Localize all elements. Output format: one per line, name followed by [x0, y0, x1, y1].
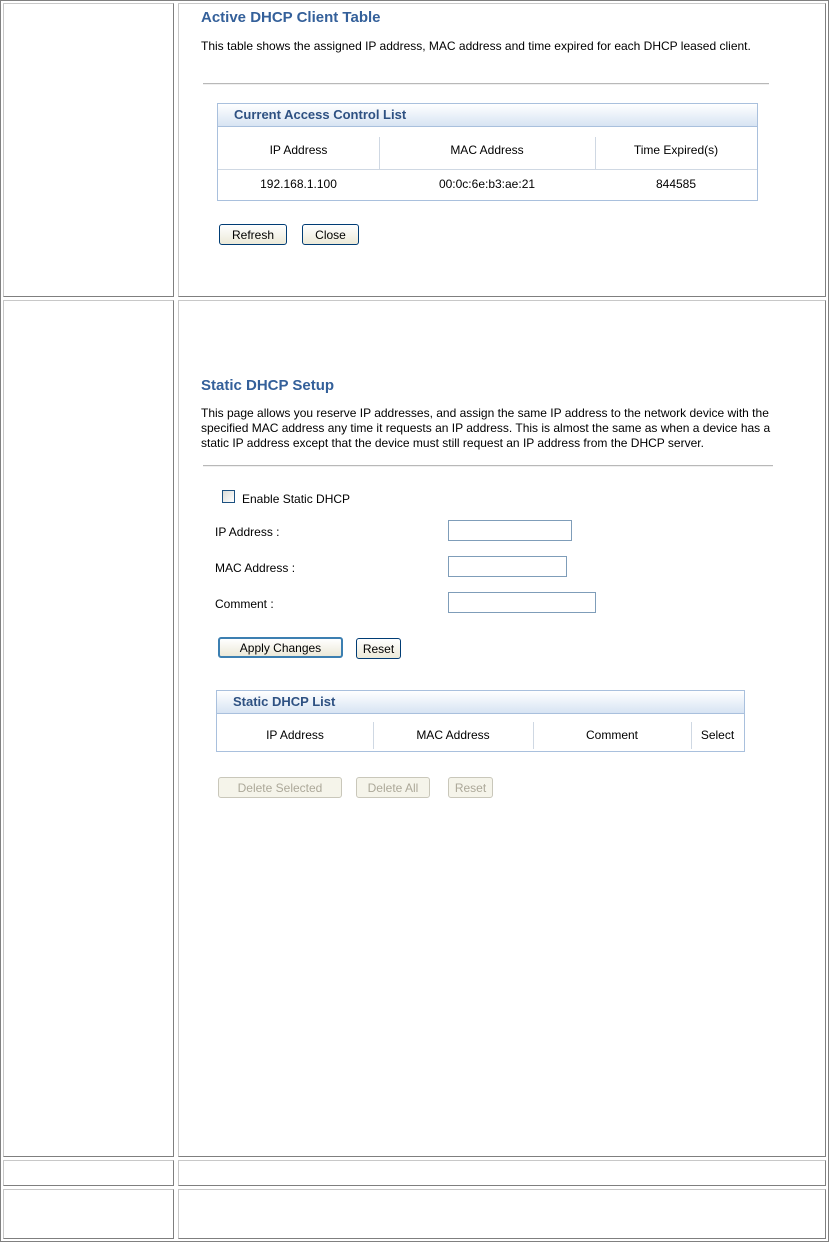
reset-button[interactable]: Reset: [356, 638, 401, 659]
ip-address-label: IP Address :: [215, 525, 280, 539]
ip-address-input[interactable]: [448, 520, 572, 541]
right-cell-4: [178, 1189, 826, 1239]
left-cell-3: [3, 1160, 174, 1186]
close-button[interactable]: Close: [302, 224, 359, 245]
left-cell-4: [3, 1189, 174, 1239]
comment-input[interactable]: [448, 592, 596, 613]
static-dhcp-list-table: [216, 690, 745, 752]
column-header-time: Time Expired(s): [633, 143, 719, 157]
enable-static-dhcp-label: Enable Static DHCP: [242, 492, 351, 506]
column-divider: [533, 722, 534, 749]
column-divider: [595, 137, 596, 169]
static-dhcp-description: This page allows you reserve IP addresses, and assign the same IP address to the network device with the specified MAC address any time it requests an IP address. This is almost the same as when a device has a static IP address except that the device must still request an IP address from the DHCP server.: [201, 406, 771, 450]
table-header-bar: [217, 691, 744, 714]
refresh-button[interactable]: Refresh: [219, 224, 287, 245]
table-cell-mac: 00:0c:6e:b3:ae:21: [438, 177, 536, 191]
column-header-select: Select: [700, 728, 735, 742]
divider: [203, 465, 773, 467]
static-dhcp-title: Static DHCP Setup: [201, 377, 335, 394]
column-header-mac: MAC Address: [416, 728, 490, 742]
column-divider: [379, 137, 380, 169]
column-header-ip: IP Address: [269, 143, 328, 157]
apply-changes-button[interactable]: Apply Changes: [218, 637, 343, 658]
column-divider: [691, 722, 692, 749]
enable-static-dhcp-checkbox[interactable]: [222, 490, 235, 503]
row-divider: [218, 169, 757, 170]
comment-label: Comment :: [215, 597, 274, 611]
right-cell-1: [178, 3, 826, 297]
divider: [203, 83, 769, 85]
table-title: Current Access Control List: [234, 107, 407, 122]
right-cell-2: [178, 300, 826, 1157]
current-access-control-list-table: [217, 103, 758, 201]
table-header-bar: [218, 104, 757, 127]
column-header-mac: MAC Address: [450, 143, 524, 157]
left-cell-2: [3, 300, 174, 1157]
table-cell-ip: 192.168.1.100: [260, 177, 337, 191]
right-cell-3: [178, 1160, 826, 1186]
list-reset-button[interactable]: Reset: [448, 777, 493, 798]
delete-selected-button[interactable]: Delete Selected: [218, 777, 342, 798]
left-cell-1: [3, 3, 174, 297]
column-header-ip: IP Address: [266, 728, 324, 742]
delete-all-button[interactable]: Delete All: [356, 777, 430, 798]
mac-address-label: MAC Address :: [215, 561, 296, 575]
column-header-comment: Comment: [585, 728, 638, 742]
column-divider: [373, 722, 374, 749]
table-cell-time: 844585: [655, 177, 697, 191]
mac-address-input[interactable]: [448, 556, 567, 577]
dhcp-client-table-title: Active DHCP Client Table: [201, 9, 381, 26]
dhcp-client-table-description: This table shows the assigned IP address, MAC address and time expired for each DHCP leased client.: [201, 39, 751, 53]
table-title: Static DHCP List: [233, 694, 336, 709]
